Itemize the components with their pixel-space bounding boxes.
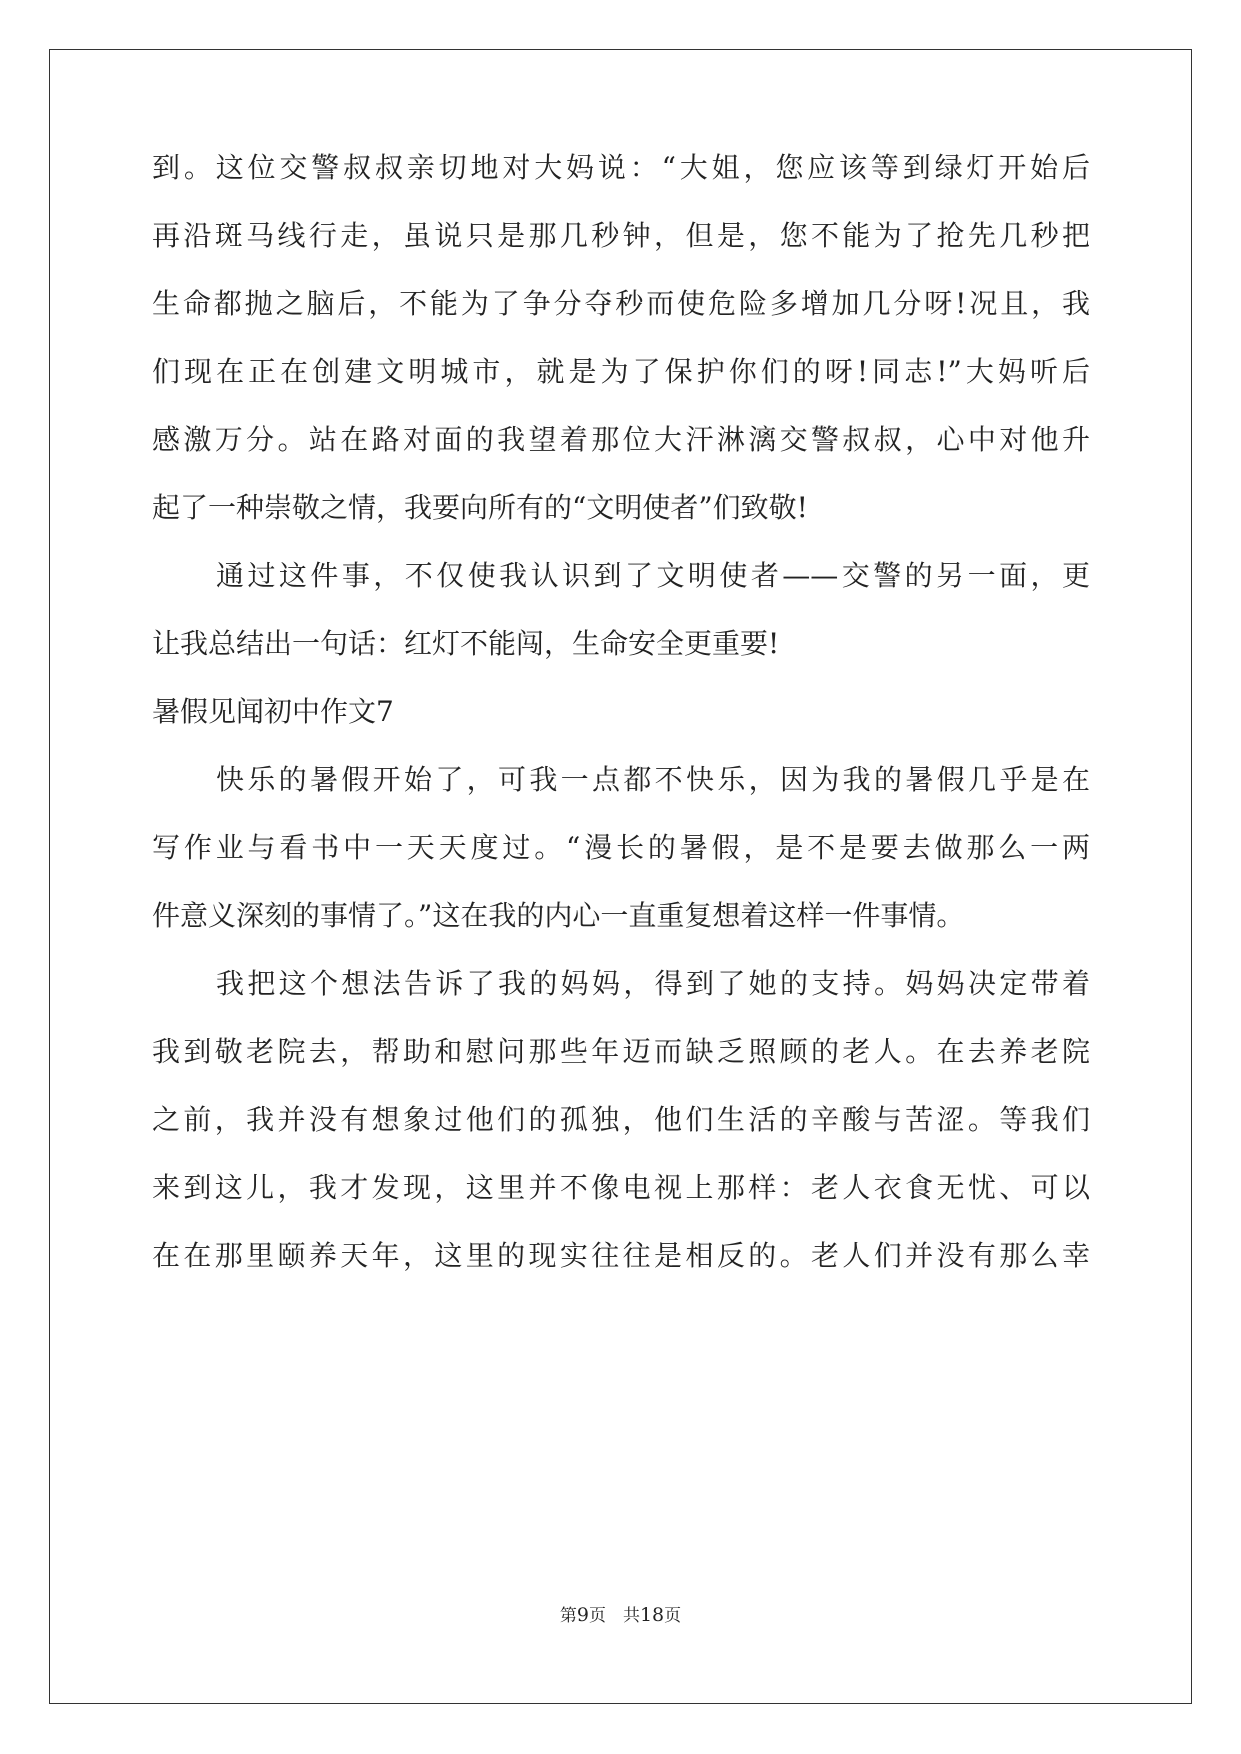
footer-total-pages: 18 [639,1604,665,1626]
section-heading: 暑假见闻初中作文7 [152,695,394,728]
footer-suffix: 页 [664,1606,682,1626]
text-line: 让我总结出一句话：红灯不能闯，生命安全更重要! [152,627,780,660]
text-line: 写作业与看书中一天天度过。“漫长的暑假，是不是要去做那么一两 [152,831,1090,864]
page-footer [0,1603,1241,1628]
footer-middle: 页 共 [588,1606,640,1626]
text-line: 起了一种崇敬之情，我要向所有的“文明使者”们致敬! [152,491,808,524]
text-line: 感激万分。站在路对面的我望着那位大汗淋漓交警叔叔，心中对他升 [152,423,1090,456]
text-line: 之前，我并没有想象过他们的孤独，他们生活的辛酸与苦涩。等我们 [152,1103,1090,1136]
text-line: 来到这儿，我才发现，这里并不像电视上那样：老人衣食无忧、可以 [152,1171,1090,1204]
footer-prefix: 第 [559,1606,577,1626]
text-line: 生命都抛之脑后，不能为了争分夺秒而使危险多增加几分呀!况且，我 [152,287,1090,320]
text-line: 们现在正在创建文明城市，就是为了保护你们的呀!同志!”大妈听后 [152,355,1090,388]
text-line: 通过这件事，不仅使我认识到了文明使者——交警的另一面，更 [216,559,1090,592]
footer-page-number: 9 [576,1604,589,1626]
text-line: 件意义深刻的事情了。”这在我的内心一直重复想着这样一件事情。 [152,899,965,932]
text-line: 在在那里颐养天年，这里的现实往往是相反的。老人们并没有那么幸 [152,1239,1090,1272]
text-line: 我到敬老院去，帮助和慰问那些年迈而缺乏照顾的老人。在去养老院 [152,1035,1090,1068]
text-line: 再沿斑马线行走，虽说只是那几秒钟，但是，您不能为了抢先几秒把 [152,219,1090,252]
text-line: 快乐的暑假开始了，可我一点都不快乐，因为我的暑假几乎是在 [216,763,1090,796]
text-line: 我把这个想法告诉了我的妈妈，得到了她的支持。妈妈决定带着 [216,967,1090,1000]
text-line: 到。这位交警叔叔亲切地对大妈说：“大姐，您应该等到绿灯开始后 [152,151,1090,184]
